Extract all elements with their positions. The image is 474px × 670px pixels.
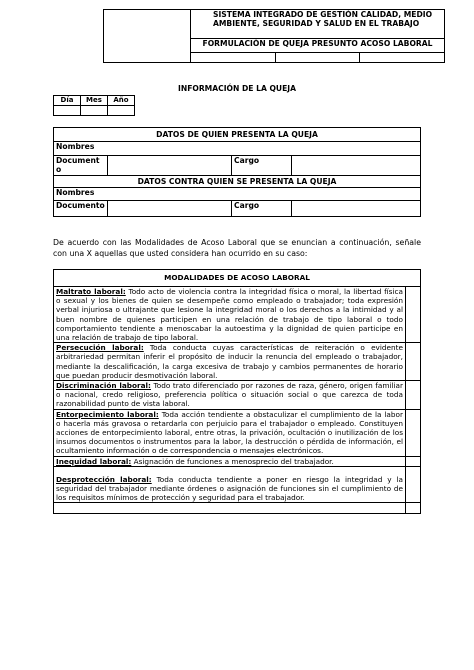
modality-mark-box[interactable] [406,287,421,343]
complainant-document-field[interactable] [108,156,232,176]
modality-text: Toda acción tendiente a obstaculizar el cumplimiento de la labor o hacerla más gravosa o retardarla con perjuicio para el trabajador o empleado. Constituyen acciones de entorpecimiento laboral, entre otras, la privación, ocultación o inutilización de los insumos documentos o instrumentos para la labor, la destrucción o pérdida de información, el ocultamiento información o de correspondencia o mensajes electrónicos. [56,409,403,456]
complainant-position-label: Cargo [232,156,292,176]
day-label: Día [54,96,81,106]
respondent-position-field[interactable] [292,201,421,217]
respondent-section-title: DATOS CONTRA QUIEN SE PRESENTA LA QUEJA [54,176,421,188]
system-title: SISTEMA INTEGRADO DE GESTIÓN CALIDAD, MEDIO AMBIENTE, SEGURIDAD Y SALUD EN EL TRABAJO [191,10,445,39]
instructions-text: De acuerdo con las Modalidades de Acoso Laboral que se enuncian a continuación, señale con una X aquellas que usted considera han ocurrido en su caso: [53,238,421,258]
modality-text: Todo trato diferenciado por razones de raza, género, origen familiar o nacional, credo religioso, preferencia política o situación social o que carezca de toda razonabilidad punto de vista laboral. [56,381,403,409]
month-field[interactable] [81,106,108,116]
modality-text: Asignación de funciones a menosprecio del trabajador. [131,456,334,466]
modality-row [54,343,421,381]
table-footer-cell [54,503,406,514]
respondent-names-label: Nombres [56,188,95,197]
respondent-position-label: Cargo [232,201,292,217]
complainant-position-field[interactable] [292,156,421,176]
modality-mark-box[interactable] [406,466,421,503]
modality-text: Todo acto de violencia contra la integridad física o moral, la libertad física o sexual y los bienes de quien se desempeñe como empleado o trabajador; toda expresión verbal injuriosa o ultrajante que lesione la integridad moral o los derechos a la intimidad y al buen nombre de quienes participen en una relación de trabajo de tipo laboral o todo comportamiento tendiente a menoscabar la autoestima y la dignidad de quien participe en una relación de trabajo de tipo laboral. [56,287,403,343]
modality-description [54,343,406,381]
header-version-cell [275,53,360,63]
modality-description [54,381,406,410]
complainant-document-label: Document o [54,156,108,176]
respondent-document-label: Documento [54,201,108,217]
respondent-names-field[interactable] [54,188,421,201]
logo-cell [104,10,191,63]
month-label: Mes [81,96,108,106]
modalities-table [53,269,421,514]
modality-term: Inequidad laboral: [56,456,132,466]
modality-mark-box[interactable] [406,409,421,456]
date-table [53,95,135,116]
modality-row [54,381,421,410]
modality-row [54,287,421,343]
modality-row [54,409,421,456]
modality-description [54,456,406,466]
modality-term: Entorpecimiento laboral: [56,409,159,419]
modality-term: Discriminación laboral: [56,381,151,391]
complainant-section-title: DATOS DE QUIEN PRESENTA LA QUEJA [54,128,421,142]
modality-description [54,409,406,456]
day-field[interactable] [54,106,81,116]
modality-text: Toda conducta tendiente a poner en riesgo la integridad y la seguridad del trabajador mediante órdenes o asignación de funciones sin el cumplimiento de los requisitos mínimos de protección y seguridad para el trabajador. [56,474,403,503]
complainant-names-label: Nombres [56,142,95,151]
modality-description [54,466,406,503]
modality-text: Toda conducta cuyas características de reiteración o evidente arbitrariedad permitan inferir el propósito de inducir la renuncia del empleado o trabajador, mediante la descalificación, la carga excesiva de trabajo y cambios permanentes de horario que puedan producir desmotivación laboral. [56,343,403,380]
modality-term: Maltrato laboral: [56,287,126,296]
modality-row [54,466,421,503]
complainant-names-field[interactable] [54,142,421,156]
respondent-document-field[interactable] [108,201,232,217]
header-code-cell [191,53,276,63]
document-header [103,9,445,63]
modality-term: Desprotección laboral: [56,474,152,484]
modality-mark-box[interactable] [406,343,421,381]
modality-mark-box[interactable] [406,456,421,466]
modality-term: Persecución laboral: [56,343,144,353]
year-label: Año [108,96,135,106]
form-title: FORMULACIÓN DE QUEJA PRESUNTO ACOSO LABORAL [191,39,445,53]
parties-table [53,127,421,217]
modalities-title: MODALIDADES DE ACOSO LABORAL [54,270,421,287]
header-date-cell [360,53,445,63]
modality-row [54,456,421,466]
modality-mark-box[interactable] [406,381,421,410]
year-field[interactable] [108,106,135,116]
section-title: INFORMACIÓN DE LA QUEJA [178,84,296,93]
table-footer-cell [406,503,421,514]
modality-description [54,287,406,343]
